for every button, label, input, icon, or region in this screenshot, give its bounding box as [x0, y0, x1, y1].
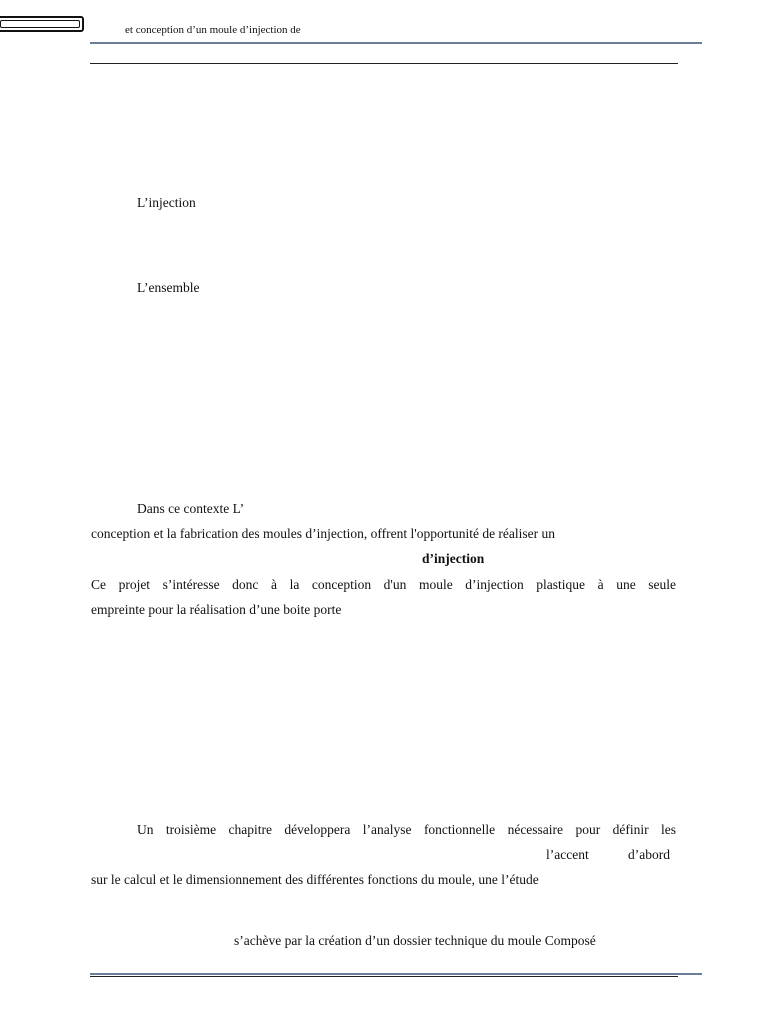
body-line-ensemble: L’ensemble: [137, 280, 200, 295]
body-line-injection: L’injection: [137, 195, 196, 210]
body-line-troisieme-chapitre: Un troisième chapitre développera l’analyse fonctionnelle nécessaire pour définir les: [137, 822, 676, 837]
running-header-title: et conception d’un moule d’injection de: [125, 24, 301, 36]
body-line-abord: d’abord: [628, 847, 670, 862]
footer-rule: [90, 973, 702, 975]
header-frame-box: [0, 16, 84, 32]
body-line-calcul: sur le calcul et le dimensionnement des différentes fonctions du moule, une l’étude: [91, 872, 539, 887]
body-line-accent: l’accent: [546, 847, 589, 862]
body-line-empreinte: empreinte pour la réalisation d’une boite porte: [91, 602, 342, 617]
body-line-contexte: Dans ce contexte L’: [137, 501, 245, 516]
body-line-acheve: s’achève par la création d’un dossier technique du moule Composé: [234, 933, 596, 948]
body-line-dinjection-bold: d’injection: [422, 551, 485, 566]
body-line-conception: conception et la fabrication des moules d’injection, offrent l'opportunité de réaliser un: [91, 526, 556, 541]
body-line-projet: Ce projet s’intéresse donc à la conception d'un moule d’injection plastique à une seule: [91, 577, 676, 592]
top-divider: [90, 63, 678, 64]
header-rule: [90, 42, 702, 44]
